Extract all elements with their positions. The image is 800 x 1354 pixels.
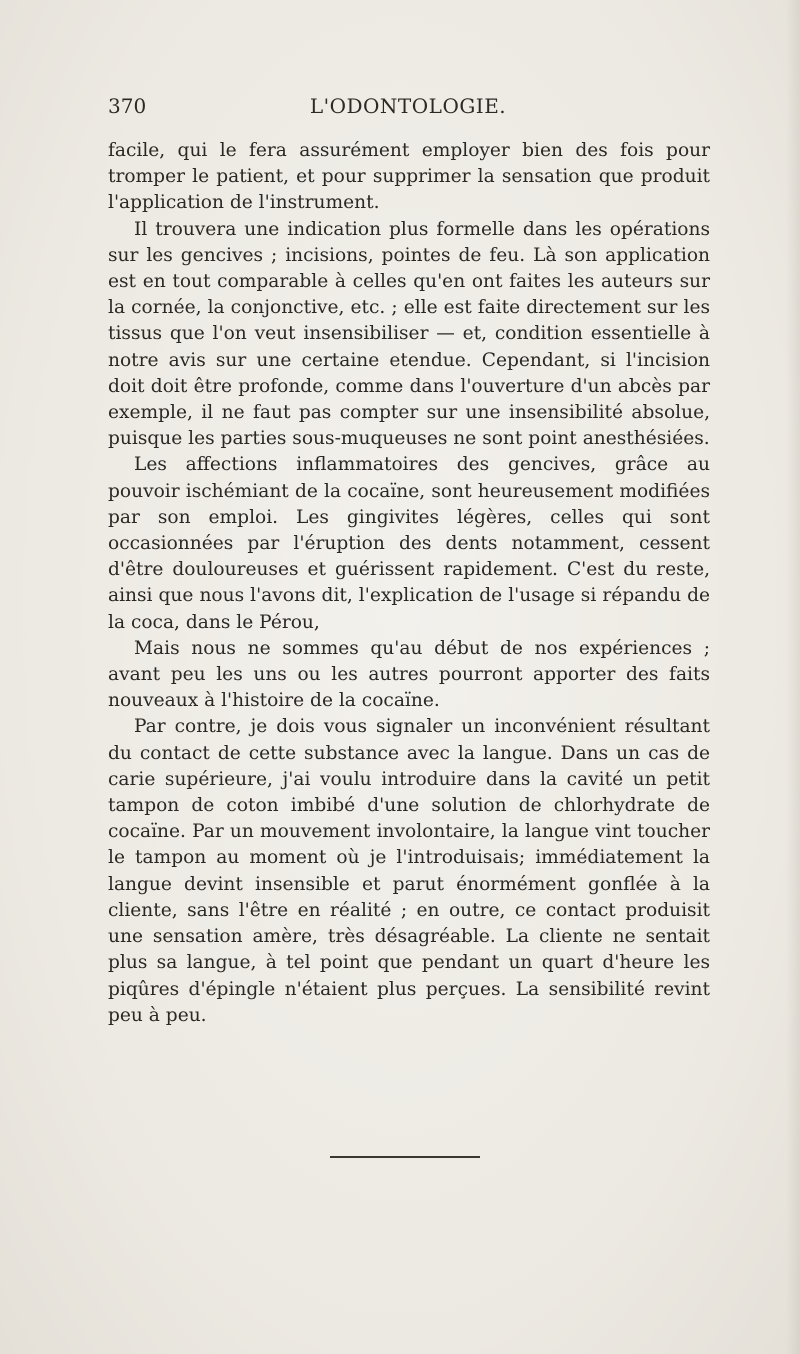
body-text <box>108 138 710 1029</box>
section-divider <box>330 1156 480 1158</box>
page-number: 370 <box>108 94 147 118</box>
paragraph: facile, qui le fera assurément employer bien des fois pour tromper le patient, et pour supprimer la sensation que produit l'application de l'instrument. <box>108 140 710 214</box>
paragraph: Il trouvera une indication plus formelle dans les opérations sur les gencives ; incisions, pointes de feu. Là son application est en tout comparable à celles qu'en ont faites les auteurs sur la cornée, la conjonctive, etc. ; elle est faite directement sur les tissus que l'on veut insensibiliser — et, condition essentielle à notre avis sur une certaine etendue. Cependant, si l'incision doit doit être profonde, comme dans l'ouverture d'un abcès par exemple, il ne faut pas compter sur une insensibilité absolue, puisque les parties sous-muqueuses ne sont point anesthésiées. <box>108 218 710 450</box>
page-edge-shadow <box>786 0 800 1354</box>
paragraph: Par contre, je dois vous signaler un inconvénient résultant du contact de cette substance avec la langue. Dans un cas de carie supérieure, j'ai voulu introduire dans la cavité un petit tampon de coton imbibé d'une solution de chlorhydrate de cocaïne. Par un mouvement involontaire, la langue vint toucher le tampon au moment où je l'introduisais; immédiatement la langue devint insensible et parut énormément gonflée à la cliente, sans l'être en réalité ; en outre, ce contact produisit une sensation amère, très désagréable. La cliente ne sentait plus sa langue, à tel point que pendant un quart d'heure les piqûres d'épingle n'étaient plus perçues. La sensibilité revint peu à peu. <box>108 716 710 1026</box>
page-header <box>108 94 708 124</box>
paragraph: Les affections inflammatoires des gencives, grâce au pouvoir ischémiant de la cocaïne, sont heureusement modifiées par son emploi. Les gingivites légères, celles qui sont occasionnées par l'éruption des dents notamment, cessent d'être douloureuses et guérissent rapidement. C'est du reste, ainsi que nous l'avons dit, l'explication de l'usage si répandu de la coca, dans le Pérou, <box>108 454 710 633</box>
running-title: L'ODONTOLOGIE. <box>309 94 507 118</box>
paragraph: Mais nous ne sommes qu'au début de nos expériences ; avant peu les uns ou les autres pourront apporter des faits nouveaux à l'histoire de la cocaïne. <box>108 637 710 712</box>
